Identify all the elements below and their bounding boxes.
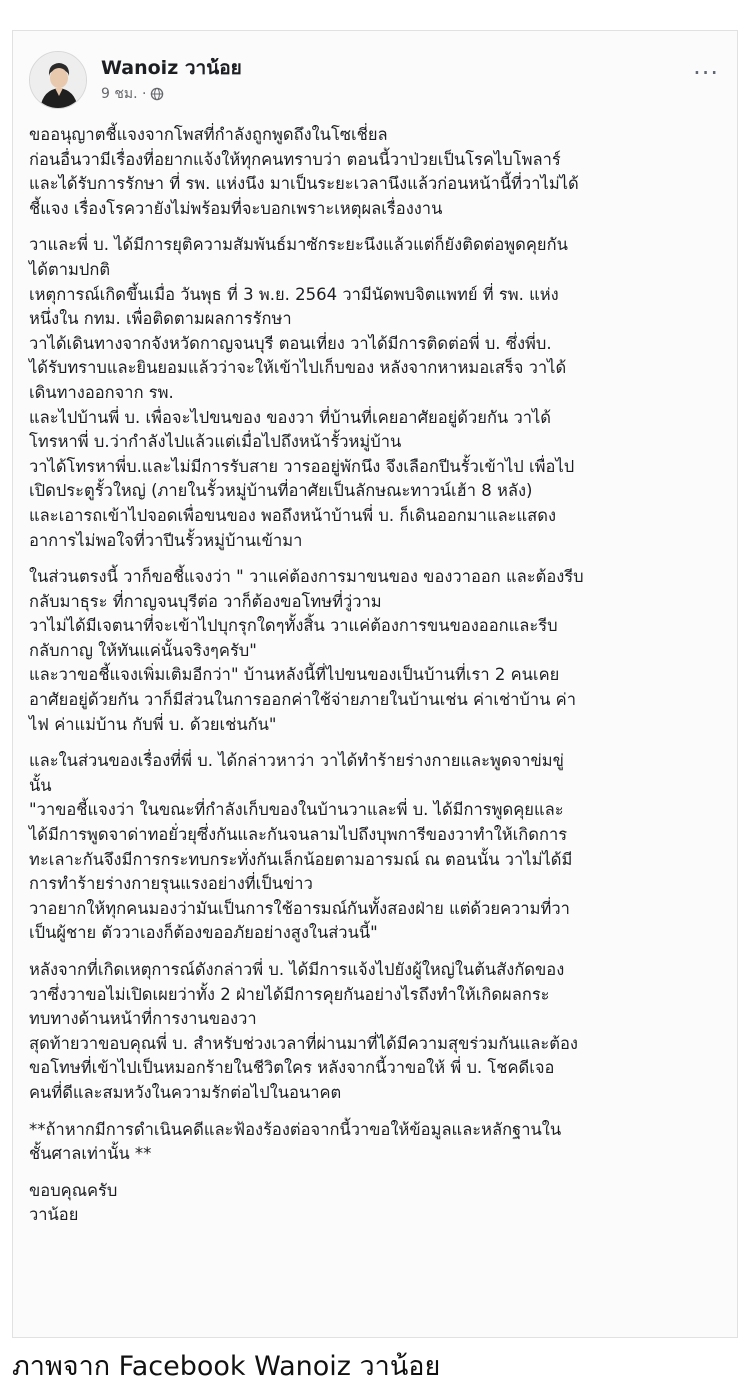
post-signoff: ขอบคุณครับ วาน้อย <box>29 1180 118 1225</box>
author-avatar[interactable] <box>29 51 87 109</box>
post-paragraph: ในส่วนตรงนี้ วาก็ขอชี้แจงว่า " วาแค่ต้องการมาขนของ ของวาออก และต้องรีบ กลับมาธุระ ที่กาญจนบุรีต่อ วาก็ต้องขอโทษที่วู่วาม วาไม่ได้มีเจตนาที่จะเข้าไปบุกรุกใดๆทั้งสิ้น วาแค่ต้องการขนของออกและรีบ กลับกาญ ให้ทันแค่นั้นจริงๆครับ" และวาขอชี้แจงเพิ่มเติมอีกว่า" บ้านหลังนี้ที่ไปขนของเป็นบ้านที่เรา 2 คนเคย อาศัยอยู่ด้วยกัน วาก็มีส่วนในการออกค่าใช้จ่ายภายในบ้านเช่น ค่าเช่าบ้าน ค่า ไฟ ค่าแม่บ้าน กับพี่ บ. ด้วยเช่นกัน" <box>29 567 584 734</box>
post-paragraph: ขออนุญาตชี้แจงจากโพสที่กำลังถูกพูดถึงในโซเชี่ยล ก่อนอื่นวามีเรื่องที่อยากแจ้งให้ทุกคนทราบว่า ตอนนี้วาป่วยเป็นโรคไบโพลาร์ และได้รับการรักษา ที่ รพ. แห่งนึง มาเป็นระยะเวลานึงแล้วก่อนหน้านี้ที่วาไม่ได้ ชี้แจง เรื่องโรควายังไม่พร้อมที่จะบอกเพราะเหตุผลเรื่องงาน <box>29 125 579 218</box>
facebook-post-card <box>12 30 738 1338</box>
post-time[interactable]: 9 ชม. · <box>101 86 147 102</box>
globe-icon <box>150 87 164 101</box>
post-paragraph: วาและพี่ บ. ได้มีการยุติความสัมพันธ์มาซักระยะนึงแล้วแต่ก็ยังติดต่อพูดคุยกัน ได้ตามปกติ เหตุการณ์เกิดขึ้นเมื่อ วันพุธ ที่ 3 พ.ย. 2564 วามีนัดพบจิตแพทย์ ที่ รพ. แห่ง หนึ่งใน กทม. เพื่อติดตามผลการรักษา วาได้เดินทางจากจังหวัดกาญจนบุรี ตอนเที่ยง วาได้มีการติดต่อพี่ บ. ซึ่งพี่บ. ได้รับทราบและยินยอมแล้วว่าจะให้เข้าไปเก็บของ หลังจากหาหมอเสร็จ วาได้ เดินทางออกจาก รพ. และไปบ้านพี่ บ. เพื่อจะไปขนของ ของวา ที่บ้านที่เคยอาศัยอยู่ด้วยกัน วาได้ โทรหาพี่ บ.ว่ากำลังไปแล้วแต่เมื่อไปถึงหน้ารั้วหมู่บ้าน วาได้โทรหาพี่บ.และไม่มีการรับสาย วารออยู่พักนึง จึงเลือกปีนรั้วเข้าไป เพื่อไป เปิดประตูรั้วใหญ่ (ภายในรั้วหมู่บ้านที่อาศัยเป็นลักษณะทาวน์เฮ้า 8 หลัง) และเอารถเข้าไปจอดเพื่อขนของ พอถึงหน้าบ้านพี่ บ. ก็เดินออกมาและแสดง อาการไม่พอใจที่วาปีนรั้วหมู่บ้านเข้ามา <box>29 235 575 550</box>
post-header <box>29 49 723 111</box>
post-body <box>29 123 725 1240</box>
person-avatar-icon <box>30 52 87 109</box>
post-paragraph: และในส่วนของเรื่องที่พี่ บ. ได้กล่าวหาว่า วาได้ทำร้ายร่างกายและพูดจาข่มขู่ นั้น "วาขอชี้แจงว่า ในขณะที่กำลังเก็บของในบ้านวาและพี่ บ. ได้มีการพูดคุยและ ได้มีการพูดจาด่าทอยั่วยุซึ่งกันและกันจนลามไปถึงบุพการีของวาทำให้เกิดการ ทะเลาะกันจึงมีการกระทบกระทั่งกันเล็กน้อยตามอารมณ์ ณ ตอนนั้น วาไม่ได้มี การทำร้ายร่างกายรุนแรงอย่างที่เป็นข่าว วาอยากให้ทุกคนมองว่ามันเป็นการใช้อารมณ์กันทั้งสองฝ่าย แต่ด้วยความที่วา เป็นผู้ชาย ตัววาเองก็ต้องขออภัยอย่างสูงในส่วนนี้" <box>29 751 573 943</box>
post-meta <box>101 83 164 105</box>
image-caption: ภาพจาก Facebook Wanoiz วาน้อย <box>12 1351 441 1382</box>
more-options-icon[interactable]: ··· <box>693 59 719 87</box>
author-name[interactable]: Wanoiz วาน้อย <box>101 57 242 79</box>
post-paragraph: **ถ้าหากมีการดำเนินคดีและฟ้องร้องต่อจากนี้วาขอให้ข้อมูลและหลักฐานใน ชั้นศาลเท่านั้น ** <box>29 1119 562 1164</box>
post-paragraph: หลังจากที่เกิดเหตุการณ์ดังกล่าวพี่ บ. ได้มีการแจ้งไปยังผู้ใหญ่ในต้นสังกัดของ วาซึ่งวาขอไม่เปิดเผยว่าทั้ง 2 ฝ่ายได้มีการคุยกันอย่างไรถึงทำให้เกิดผลกระ ทบทางด้านหน้าที่การงานของวา สุดท้ายวาขอบคุณพี่ บ. สำหรับช่วงเวลาที่ผ่านมาที่ได้มีความสุขร่วมกันและต้อง ขอโทษที่เข้าไปเป็นหมอกร้ายในชีวิตใคร หลังจากนี้วาขอให้ พี่ บ. โชคดีเจอ คนที่ดีและสมหวังในความรักต่อไปในอนาคต <box>29 960 578 1102</box>
